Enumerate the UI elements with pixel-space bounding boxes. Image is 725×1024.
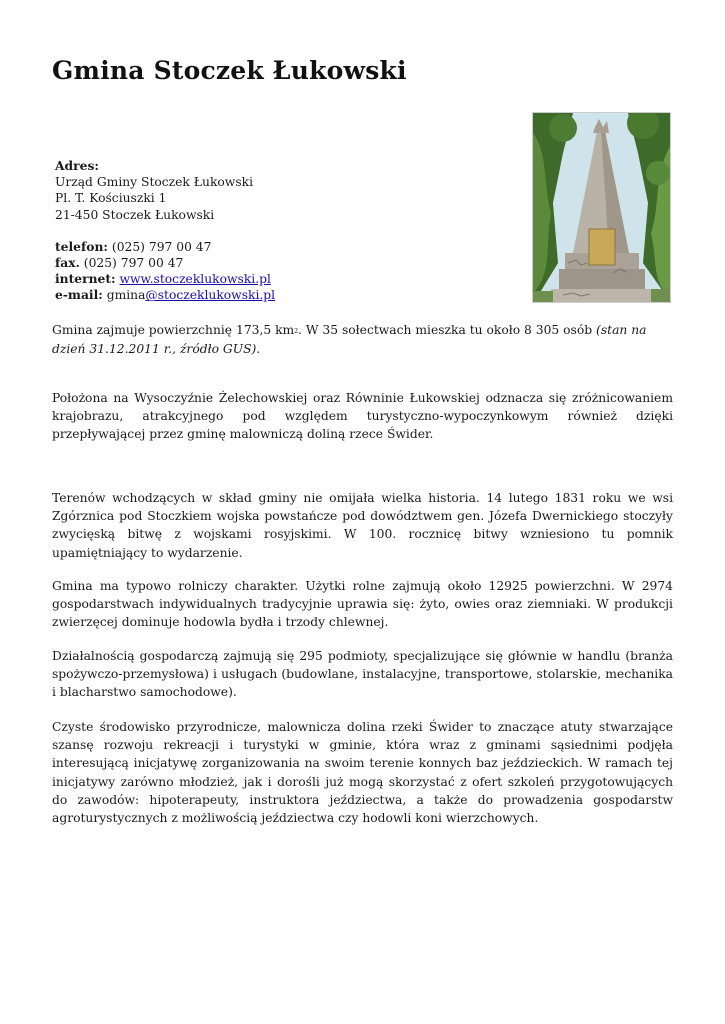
- fax-label: fax.: [55, 255, 80, 271]
- monument-photo: [532, 112, 671, 303]
- address-line: 21-450 Stoczek Łukowski: [55, 207, 215, 222]
- paragraph-location: Położona na Wysoczyźnie Żelechowskiej oraz Równinie Łukowskiej odznacza się zróżnicowaniem krajobrazu, atrakcyjnego pod względem turystyczno-wypoczynkowym również dzięki przepływającej przez gminę malowniczą doliną rzece Świder.: [52, 391, 673, 442]
- phone-label: telefon:: [55, 238, 108, 254]
- intro-text-cont: . W 35 sołectwach mieszka tu około 8 305 osób: [298, 323, 597, 337]
- paragraph-tourism: Czyste środowisko przyrodnicze, malownicza dolina rzeki Świder to znaczące atuty stwarzające szansę rozwoju rekreacji i turystyki w gminie, która wraz z gminami sąsiednimi podjęła interesującą inicjatywę zorganizowania na swoim terenie konnych baz jeździeckich. W ramach tej inicjatywy zarówno młodzież, jak i dorośli już mogą skorzystać z ofert szkoleń przygotowujących do zawodów: hipoterapeuty, instruktora jeździectwa, a także do prowadzenia gospodarstw agroturystycznych z możliwością jeździectwa czy hodowli koni wierzchowych.: [52, 720, 673, 826]
- address-label: Adres:: [55, 158, 99, 173]
- phone-value: (025) 797 00 47: [107, 239, 212, 254]
- email-row: [55, 287, 275, 303]
- contact-block: [55, 158, 275, 304]
- paragraph-economy: Działalnością gospodarczą zajmują się 295 podmioty, specjalizujące się głównie w handlu (branża spożywczo-przemysłowa) i usługach (budowlane, instalacyjne, transportowe, stolarskie, mechanika i blacharstwo samochodowe).: [52, 649, 673, 700]
- page-title: Gmina Stoczek Łukowski: [52, 56, 407, 85]
- internet-row: [55, 271, 275, 287]
- fax-row: [55, 255, 275, 271]
- email-link[interactable]: @stoczeklukowski.pl: [145, 288, 276, 303]
- intro-source: (stan na dzień 31.12.2011 r., źródło GUS).: [52, 323, 647, 356]
- paragraph-history: Terenów wchodzących w skład gminy nie omijała wielka historia. 14 lutego 1831 roku we wsi Zgórznica pod Stoczkiem wojska powstańcze pod dowództwem gen. Józefa Dwernickiego stoczyły zwycięską bitwę z wojskami rosyjskimi. W 100. rocznicę bitwy wzniesiono tu pomnik upamiętniający to wydarzenie.: [52, 491, 673, 560]
- phone-row: [55, 239, 275, 255]
- address-line: Urząd Gminy Stoczek Łukowski: [55, 175, 254, 190]
- website-link[interactable]: www.stoczeklukowski.pl: [119, 272, 271, 287]
- intro-paragraph: [52, 321, 673, 358]
- address-line: Pl. T. Kościuszki 1: [55, 191, 167, 206]
- email-label: e-mail:: [55, 287, 103, 303]
- intro-text: Gmina zajmuje powierzchnię 173,5 km: [52, 323, 295, 337]
- superscript: 2: [294, 328, 299, 335]
- internet-label: internet:: [55, 271, 116, 287]
- fax-value: (025) 797 00 47: [79, 256, 184, 271]
- monument-photo-icon: [533, 113, 671, 303]
- email-prefix: gmina: [102, 288, 146, 303]
- paragraph-agriculture: Gmina ma typowo rolniczy charakter. Użytki rolne zajmują około 12925 powierzchni. W 2974 gospodarstwach indywidualnych tradycyjnie uprawia się: żyto, owies oraz ziemniaki. W produkcji zwierzęcej dominuje hodowla bydła i trzody chlewnej.: [52, 579, 673, 630]
